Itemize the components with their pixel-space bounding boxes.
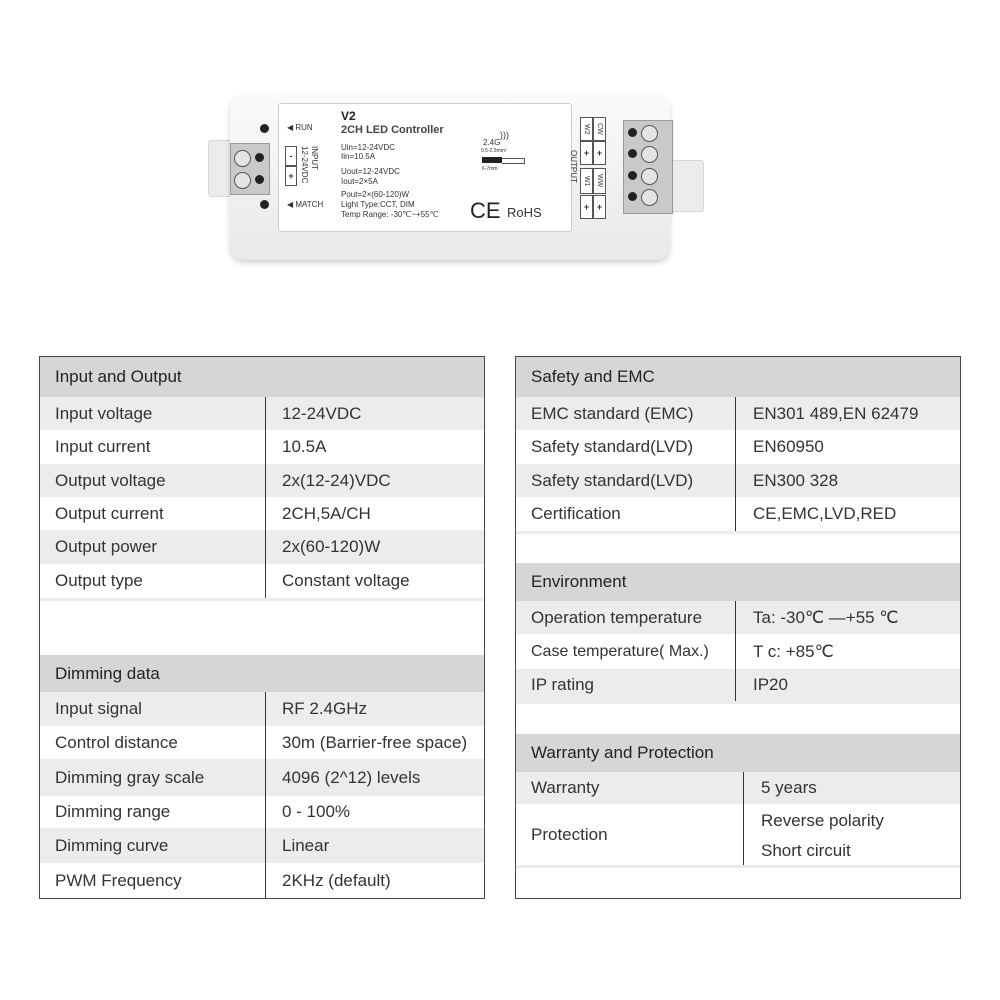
divider bbox=[516, 865, 960, 868]
row-label: Output current bbox=[55, 503, 164, 523]
table-row bbox=[516, 497, 960, 531]
row-label: PWM Frequency bbox=[55, 870, 182, 890]
spec-iout: Iout=2×5A bbox=[341, 177, 378, 186]
row-label: Protection bbox=[531, 824, 608, 844]
input-label: INPUT bbox=[310, 146, 319, 170]
input-plus: + bbox=[285, 166, 297, 186]
table-row bbox=[40, 497, 484, 530]
wireless-icon: ))) bbox=[500, 130, 509, 140]
row-label: Control distance bbox=[55, 732, 178, 752]
row-value: 30m (Barrier-free space) bbox=[282, 732, 468, 752]
row-label: Dimming curve bbox=[55, 835, 169, 855]
table-row bbox=[40, 759, 484, 796]
rf-label: 2.4G bbox=[483, 138, 501, 147]
table-row bbox=[40, 397, 484, 430]
section-title-environment: Environment bbox=[516, 563, 960, 601]
wire-gauge: 0.5-2.5mm² bbox=[481, 148, 507, 154]
row-label: Output type bbox=[55, 571, 143, 590]
row-label: EMC standard (EMC) bbox=[531, 403, 694, 423]
table-row bbox=[516, 634, 960, 669]
table-row bbox=[40, 564, 484, 598]
row-value: Reverse polarity bbox=[761, 811, 884, 830]
column-divider bbox=[265, 692, 266, 898]
table-row bbox=[40, 726, 484, 759]
row-value: 2x(60-120)W bbox=[282, 537, 381, 556]
table-row bbox=[516, 430, 960, 464]
rohs-mark: RoHS bbox=[507, 205, 542, 220]
ce-mark: CE bbox=[470, 198, 501, 223]
device-model: V2 bbox=[341, 109, 356, 123]
match-indicator: ◀ MATCH bbox=[287, 200, 324, 209]
table-row bbox=[516, 601, 960, 634]
row-label: Warranty bbox=[531, 778, 600, 797]
column-divider bbox=[735, 397, 736, 531]
match-button bbox=[260, 200, 269, 209]
row-value: 12-24VDC bbox=[282, 403, 362, 423]
row-label: Input signal bbox=[55, 699, 142, 718]
section-title-warranty: Warranty and Protection bbox=[516, 734, 960, 772]
table-row bbox=[40, 530, 484, 564]
row-value: 2x(12-24)VDC bbox=[282, 470, 391, 490]
table-row bbox=[516, 464, 960, 497]
spec-iin: Iin=10.5A bbox=[341, 152, 376, 161]
row-value: RF 2.4GHz bbox=[282, 699, 368, 718]
section-title-dimming: Dimming data bbox=[40, 655, 484, 692]
row-value: Ta: -30℃ —+55 ℃ bbox=[753, 607, 899, 627]
table-row bbox=[40, 430, 484, 464]
row-label: Input voltage bbox=[55, 403, 153, 423]
table-row bbox=[516, 772, 960, 804]
row-value: Constant voltage bbox=[282, 571, 410, 590]
row-label: Certification bbox=[531, 504, 621, 523]
row-label: Output voltage bbox=[55, 470, 166, 490]
row-label: IP rating bbox=[531, 675, 595, 694]
row-label: Output power bbox=[55, 537, 158, 556]
divider bbox=[516, 701, 960, 704]
spec-temp-range: Temp Range: -30℃~+55℃ bbox=[341, 210, 439, 219]
spec-light-type: Light Type:CCT, DIM bbox=[341, 200, 415, 209]
device-name: 2CH LED Controller bbox=[341, 124, 444, 136]
table-row bbox=[40, 828, 484, 863]
row-value: T c: +85℃ bbox=[753, 641, 834, 661]
wire-strip-icon bbox=[482, 157, 502, 163]
output-terminal-block bbox=[623, 120, 673, 214]
table-row bbox=[516, 397, 960, 430]
row-label: Safety standard(LVD) bbox=[531, 470, 694, 490]
row-value: 10.5A bbox=[282, 437, 327, 456]
row-value: EN300 328 bbox=[753, 470, 839, 490]
table-row bbox=[516, 669, 960, 701]
row-value: 4096 (2^12) levels bbox=[282, 767, 421, 787]
column-divider bbox=[735, 601, 736, 701]
row-label: Input current bbox=[55, 437, 151, 456]
row-value: EN301 489,EN 62479 bbox=[753, 403, 919, 423]
row-value: Short circuit bbox=[761, 841, 851, 860]
output-label: OUTPUT bbox=[569, 150, 578, 183]
right-spec-panel bbox=[515, 356, 961, 899]
row-label: Dimming range bbox=[55, 802, 171, 821]
divider bbox=[516, 531, 960, 534]
output-ww: WW bbox=[593, 168, 606, 194]
row-value: 0 - 100% bbox=[282, 802, 351, 821]
divider bbox=[40, 598, 484, 601]
spec-uout: Uout=12-24VDC bbox=[341, 167, 400, 176]
row-value: IP20 bbox=[753, 675, 788, 694]
input-voltage-label: 12-24VDC bbox=[300, 146, 309, 184]
input-terminal-block bbox=[230, 143, 270, 195]
output-w1: W1 bbox=[580, 168, 593, 194]
row-value: 2CH,5A/CH bbox=[282, 503, 371, 523]
output-cw: CW bbox=[593, 117, 606, 141]
row-value: EN60950 bbox=[753, 437, 824, 456]
left-spec-panel bbox=[39, 356, 485, 899]
column-divider bbox=[743, 772, 744, 865]
row-label: Safety standard(LVD) bbox=[531, 437, 694, 456]
section-title-safety-emc: Safety and EMC bbox=[516, 357, 960, 397]
row-label: Case temperature( Max.) bbox=[531, 642, 709, 660]
table-row bbox=[40, 692, 484, 726]
output-plus-4: + bbox=[593, 195, 606, 219]
input-minus: - bbox=[285, 146, 297, 166]
column-divider bbox=[265, 397, 266, 598]
strip-length: 6-7mm bbox=[482, 166, 498, 172]
table-row bbox=[40, 863, 484, 898]
spec-pout: Pout=2×(60-120)W bbox=[341, 190, 410, 199]
run-indicator: ◀ RUN bbox=[287, 123, 313, 132]
spec-uin: Uin=12-24VDC bbox=[341, 143, 396, 152]
row-value: Linear bbox=[282, 835, 330, 855]
output-plus-3: + bbox=[580, 195, 593, 219]
table-row bbox=[40, 464, 484, 497]
output-plus-2: + bbox=[593, 141, 606, 165]
table-row bbox=[40, 796, 484, 828]
row-label: Dimming gray scale bbox=[55, 767, 205, 787]
row-value: 5 years bbox=[761, 778, 817, 797]
row-value: 2KHz (default) bbox=[282, 870, 391, 890]
output-w2: W2 bbox=[580, 117, 593, 141]
section-title-input-output: Input and Output bbox=[40, 357, 484, 397]
row-value: CE,EMC,LVD,RED bbox=[753, 504, 897, 523]
output-plus-1: + bbox=[580, 141, 593, 165]
run-led bbox=[260, 124, 269, 133]
wire-icon bbox=[502, 158, 525, 164]
row-label: Operation temperature bbox=[531, 607, 703, 627]
table-row bbox=[516, 804, 960, 865]
